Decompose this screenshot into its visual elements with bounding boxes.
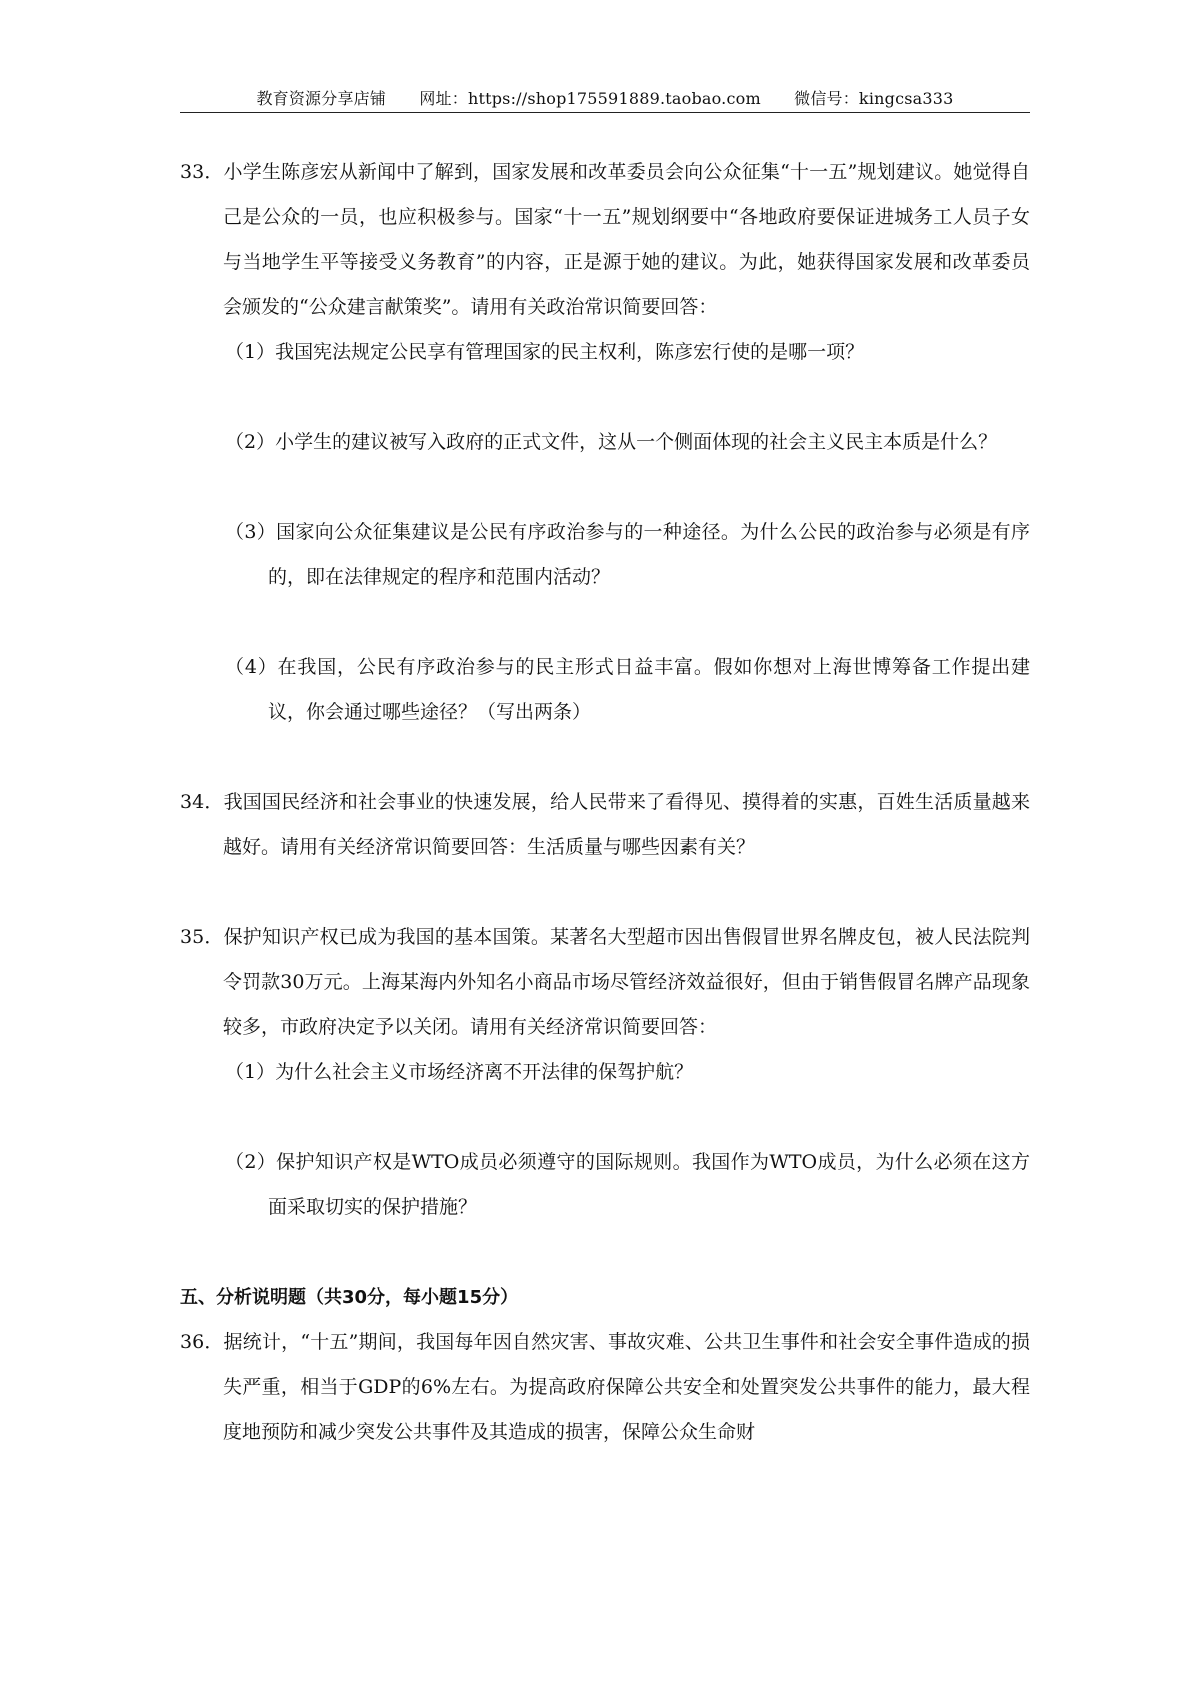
question-36-stem: 36．据统计，“十五”期间，我国每年因自然灾害、事故灾难、公共卫生事件和社会安全事件造成的损失严重，相当于GDP的6%左右。为提高政府保障公共安全和处置突发公共事件的能力，最大程度地预防和减少突发公共事件及其造成的损害，保障公众生命财 — [180, 1331, 1030, 1443]
answer-space — [180, 870, 1030, 915]
question-33-part-1: （1）我国宪法规定公民享有管理国家的民主权利，陈彦宏行使的是哪一项？ — [225, 341, 865, 363]
answer-space — [180, 600, 1030, 645]
question-35-stem: 35．保护知识产权已成为我国的基本国策。某著名大型超市因出售假冒世界名牌皮包，被人民法院判令罚款30万元。上海某海内外知名小商品市场尽管经济效益很好，但由于销售假冒名牌产品现象较多，市政府决定予以关闭。请用有关经济常识简要回答： — [180, 926, 1030, 1038]
answer-space — [180, 1095, 1030, 1140]
question-33-part-3: （3）国家向公众征集建议是公民有序政治参与的一种途径。为什么公民的政治参与必须是有序的，即在法律规定的程序和范围内活动？ — [225, 521, 1030, 588]
answer-space — [180, 465, 1030, 510]
document-body — [180, 150, 1030, 1455]
header-wechat: 微信号：kingcsa333 — [794, 89, 954, 108]
question-33-part-2: （2）小学生的建议被写入政府的正式文件，这从一个侧面体现的社会主义民主本质是什么？ — [225, 431, 998, 453]
question-33-stem: 33．小学生陈彦宏从新闻中了解到，国家发展和改革委员会向公众征集“十一五”规划建议。她觉得自己是公众的一员，也应积极参与。国家“十一五”规划纲要中“各地政府要保证进城务工人员子女与当地学生平等接受义务教育”的内容，正是源于她的建议。为此，她获得国家发展和改革委员会颁发的“公众建言献策奖”。请用有关政治常识简要回答： — [180, 161, 1030, 318]
section-5-title: 五、分析说明题（共30分，每小题15分） — [180, 1287, 519, 1308]
header-rule — [180, 112, 1030, 113]
answer-space — [180, 1230, 1030, 1275]
header-shop: 教育资源分享店铺 — [256, 89, 387, 108]
question-35-part-2: （2）保护知识产权是WTO成员必须遵守的国际规则。我国作为WTO成员，为什么必须在这方面采取切实的保护措施？ — [225, 1151, 1030, 1218]
answer-space — [180, 375, 1030, 420]
header-site: 网址：https://shop175591889.taobao.com — [419, 89, 761, 108]
page-header — [180, 86, 1030, 109]
question-35-part-1: （1）为什么社会主义市场经济离不开法律的保驾护航？ — [225, 1061, 694, 1083]
question-33-part-4: （4）在我国，公民有序政治参与的民主形式日益丰富。假如你想对上海世博筹备工作提出建议，你会通过哪些途径？（写出两条） — [225, 656, 1030, 723]
question-34-stem: 34．我国国民经济和社会事业的快速发展，给人民带来了看得见、摸得着的实惠，百姓生活质量越来越好。请用有关经济常识简要回答：生活质量与哪些因素有关？ — [180, 791, 1030, 858]
answer-space — [180, 735, 1030, 780]
